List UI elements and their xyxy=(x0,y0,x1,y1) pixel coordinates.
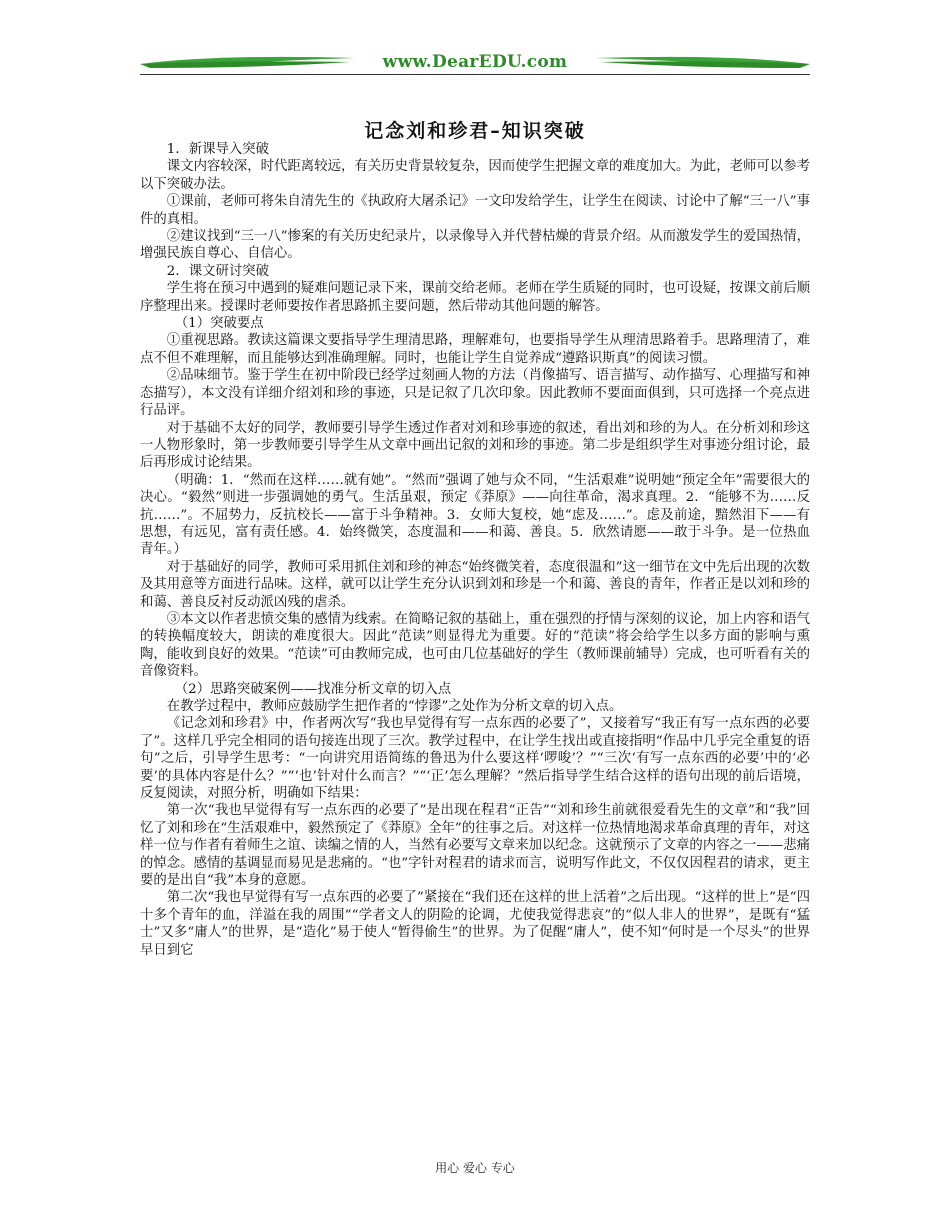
logo-text: www.DearEDU.com xyxy=(382,52,568,72)
paragraph: 对于基础不太好的同学，教师要引导学生透过作者对刘和珍事迹的叙述，看出刘和珍的为人。在分析刘和珍这一人物形象时，第一步教师要引导学生从文章中画出记叙的刘和珍的事迹。第二步是组织学生对事迹分组讨论，最后再形成讨论结果。 xyxy=(140,420,810,471)
paragraph: ②建议找到“三一八”惨案的有关历史纪录片，以录像导入并代替枯燥的背景介绍。从而激发学生的爱国热情，增强民族自尊心、自信心。 xyxy=(140,229,810,262)
paragraph: 学生将在预习中遇到的疑难问题记录下来，课前交给老师。老师在学生质疑的同时，也可设疑，按课文前后顺序整理出来。授课时老师要按作者思路抓主要问题，然后带动其他问题的解答。 xyxy=(140,281,810,314)
page-footer: 用心 爱心 专心 xyxy=(435,1161,515,1175)
article-body xyxy=(140,141,810,959)
paragraph: 第一次“我也早觉得有写一点东西的必要了”是出现在程君“正告”“刘和珍生前就很爱看先生的文章”和“我”回忆了刘和珍在“生活艰难中，毅然预定了《莽原》全年”的往事之后。对这样一位热情地渴求革命真理的青年，对这样一位与作者有着师生之谊、读编之情的人，当然有必要写文章来加以纪念。这就预示了文章的内容之一——悲痛的悼念。感情的基调显而易见是悲痛的。“也”字针对程君的请求而言，说明写作此文，不仅仅因程君的请求，更主要的是出自“我”本身的意愿。 xyxy=(140,803,810,889)
site-logo-banner xyxy=(140,50,810,76)
paragraph: 1．新课导入突破 xyxy=(166,142,270,157)
paragraph: （2）思路突破案例——找准分析文章的切入点 xyxy=(174,681,452,697)
header-divider xyxy=(140,74,810,75)
paragraph: 第二次“我也早觉得有写一点东西的必要了”紧接在“我们还在这样的世上活着”之后出现。“这样的世上”是“四十多个青年的血，洋溢在我的周围”“学者文人的阴险的论调，尤使我觉得悲哀”的“似人非人的世界”，是既有“猛士”又多“庸人”的世界，是“造化”易于使人“暂得偷生”的世界。为了促醒“庸人”，使不知“何时是一个尽头”的世界早日到它 xyxy=(140,890,810,958)
paragraph: 课文内容较深，时代距离较远，有关历史背景较复杂，因而使学生把握文章的难度加大。为此，老师可以参考以下突破办法。 xyxy=(140,159,810,192)
paragraph: 2．课文研讨突破 xyxy=(166,263,270,279)
paragraph: ①课前，老师可将朱自清先生的《执政府大屠杀记》一文印发给学生，让学生在阅读、讨论中了解“三一八”事件的真相。 xyxy=(140,194,810,227)
paragraph: 在教学过程中，教师应鼓励学生把作者的“悖谬”之处作为分析文章的切入点。 xyxy=(166,699,623,714)
paragraph: 《记念刘和珍君》中，作者两次写“我也早觉得有写一点东西的必要了”，又接着写“我正有写一点东西的必要了”。这样几乎完全相同的语句接连出现了三次。教学过程中，在让学生找出或直接指明“作品中几乎完全重复的语句”之后，引导学生思考：“一向讲究用语简练的鲁迅为什么要这样‘啰唆’？”“三次‘有写一点东西的必要’中的‘必要’的具体内容是什么？”“‘也’针对什么而言？”“‘正’怎么理解？”然后指导学生结合这样的语句出现的前后语境，反复阅读，对照分析，明确如下结果： xyxy=(140,716,810,802)
paragraph: 对于基础好的同学，教师可采用抓住刘和珍的神态“始终微笑着，态度很温和”这一细节在文中先后出现的次数及其用意等方面进行品味。这样，就可以让学生充分认识到刘和珍是一个和蔼、善良的青年，作者正是以刘和珍的和蔼、善良反衬反动派凶残的虐杀。 xyxy=(140,559,810,610)
page-title: 记念刘和珍君–知识突破 xyxy=(364,120,586,142)
paragraph: ③本文以作者悲愤交集的感情为线索。在简略记叙的基础上，重在强烈的抒情与深刻的议论，加上内容和语气的转换幅度较大，朗读的难度很大。因此“范读”则显得尤为重要。好的“范读”将会给学生以多方面的影响与熏陶，能收到良好的效果。“范读”可由教师完成，也可由几位基础好的学生（教师课前辅导）完成，也可听看有关的音像资料。 xyxy=(140,611,810,680)
paragraph: （1）突破要点 xyxy=(174,316,264,332)
paragraph: （明确：1．“然而在这样……就有她”。“然而”强调了她与众不同，“生活艰难”说明她“预定全年”需要很大的决心。“毅然”则进一步强调她的勇气。生活虽艰，预定《莽原》——向往革命，渴求真理。2．“能够不为……反抗……”。不屈势力，反抗校长——富于斗争精神。3．女师大复校，她“虑及……”。虑及前途，黯然泪下——有思想，有远见，富有责任感。4．始终微笑，态度温和——和蔼、善良。5．欣然请愿——敢于斗争。是一位热血青年。） xyxy=(140,472,810,558)
paragraph: ①重视思路。教读这篇课文要指导学生理清思路，理解难句，也要指导学生从理清思路着手。思路理清了，难点不但不难理解，而且能够达到准确理解。同时，也能让学生自觉养成“遵路识斯真”的阅读习惯。 xyxy=(140,333,810,366)
paragraph: ②品味细节。鉴于学生在初中阶段已经学过刻画人物的方法（肖像描写、语言描写、动作描写、心理描写和神态描写），本文没有详细介绍刘和珍的事迹，只是记叙了几次印象。因此教师不要面面俱到，只可选择一个亮点进行品评。 xyxy=(140,368,810,419)
